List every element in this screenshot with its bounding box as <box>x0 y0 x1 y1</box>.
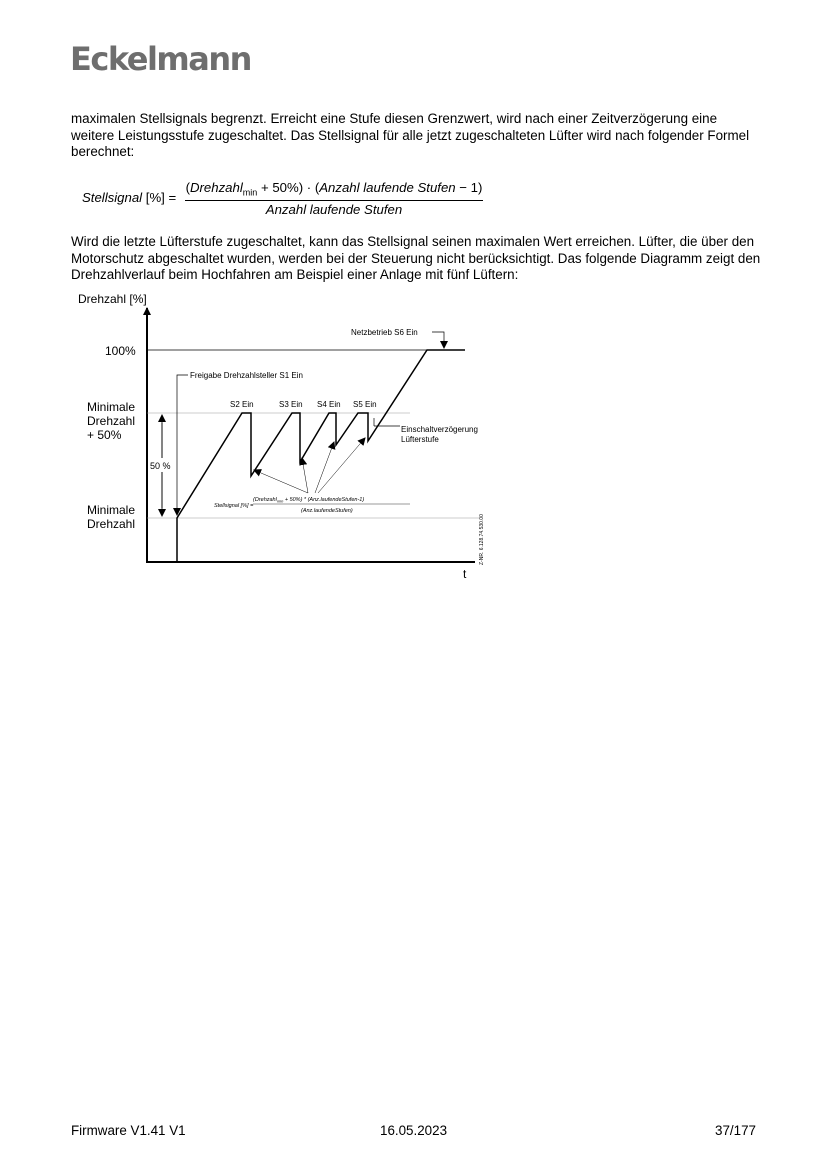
formula-lhs: Stellsignal [%] = <box>82 190 177 205</box>
stellsignal-formula <box>82 180 502 216</box>
formula-denominator: Anzahl laufende Stufen <box>265 201 403 217</box>
label-min50-line1: Minimale <box>87 400 136 414</box>
speed-curve <box>177 350 465 562</box>
label-einschalt-line1: Einschaltverzögerung <box>401 425 478 434</box>
label-min-line1: Minimale <box>87 503 136 517</box>
label-s4-ein: S4 Ein <box>317 400 341 409</box>
label-50: 50 % <box>150 461 171 471</box>
diagram-ref-code: Z-NR. 6.128.74.530.00 <box>479 514 485 565</box>
label-min50-line2: Drehzahl <box>87 414 136 428</box>
label-netzbetrieb-s6: Netzbetrieb S6 Ein <box>351 328 418 337</box>
y-axis-label: Drehzahl [%] <box>78 292 147 306</box>
company-logo: Eckelmann <box>70 40 251 78</box>
formula-numerator: (Drehzahl$_{min}$ + 50%) · (Anzahl laufende Stufen − 1) <box>185 180 483 201</box>
pointer-arrow-s3 <box>302 458 308 493</box>
mini-formula-den: (Anz.laufendeStufen) <box>301 508 353 514</box>
footer-page-number: 37/177 <box>715 1123 756 1138</box>
footer-firmware: Firmware V1.41 V1 <box>71 1123 186 1138</box>
pointer-arrow-s2 <box>254 470 308 493</box>
mini-formula-num: (Drehzahl$_{min}$ + 50%) * (Anz.laufendeStufen-1) <box>253 497 365 504</box>
label-s2-ein: S2 Ein <box>230 400 254 409</box>
paragraph-diagram-intro: Wird die letzte Lüfterstufe zugeschaltet, kann das Stellsignal seinen maximalen Wert erreichen. Lüfter, die über den Motorschutz abgeschaltet wurden, werden bei der Steuerung nicht berücksichtigt. Das folgende Diagramm zeigt den Drehzahlverlauf beim Hochfahren am Beispiel einer Anlage mit fünf Lüftern: <box>71 234 761 283</box>
paragraph-stellsignal: maximalen Stellsignals begrenzt. Erreicht eine Stufe diesen Grenzwert, wird nach einer Zeitverzögerung eine weitere Leistungsstufe zugeschaltet. Das Stellsignal für alle jetzt zugeschalteten Lüfter wird nach folgender Formel berechnet: <box>71 111 750 160</box>
formula-fraction <box>185 180 483 217</box>
label-min50-line3: + 50% <box>87 428 122 442</box>
label-einschalt-line2: Lüfterstufe <box>401 435 439 444</box>
label-s3-ein: S3 Ein <box>279 400 303 409</box>
fan-speed-diagram <box>70 290 500 586</box>
x-axis-label: t <box>463 567 467 581</box>
mini-formula-lhs: Stellsignal [%] = <box>214 503 254 509</box>
freigabe-leader <box>177 375 188 515</box>
netzbetrieb-leader <box>432 332 444 348</box>
label-freigabe-s1: Freigabe Drehzahlsteller S1 Ein <box>190 371 303 380</box>
label-min-line2: Drehzahl <box>87 517 136 531</box>
label-s5-ein: S5 Ein <box>353 400 377 409</box>
footer-date: 16.05.2023 <box>380 1123 448 1138</box>
label-100: 100% <box>105 344 136 358</box>
